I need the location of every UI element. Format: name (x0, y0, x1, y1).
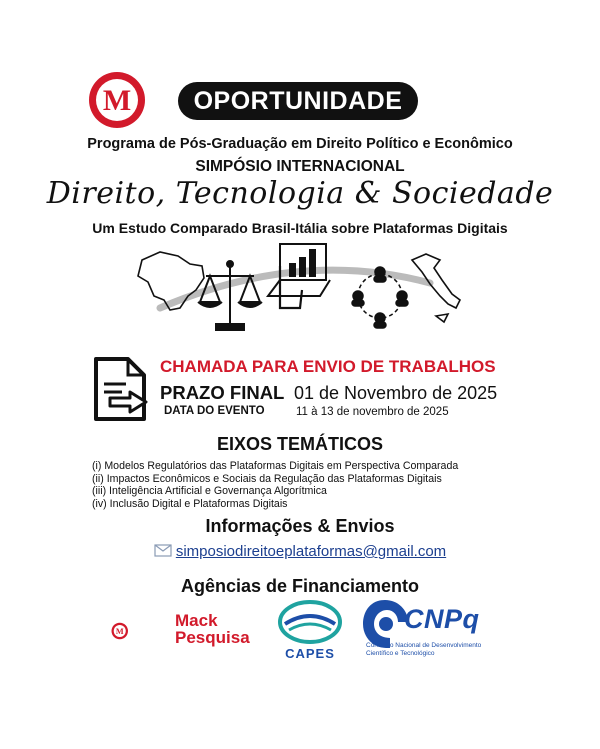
axis-item: (ii) Impactos Econômicos e Sociais da Regulação das Plataformas Digitais (92, 472, 442, 485)
italy-map-icon (412, 254, 460, 322)
event-date-label: DATA DO EVENTO (164, 405, 265, 417)
mackenzie-logo-icon (87, 70, 147, 130)
opportunity-badge: OPORTUNIDADE (178, 82, 418, 120)
justice-scales-icon (198, 261, 262, 330)
thematic-axes-title: EIXOS TEMÁTICOS (216, 434, 384, 454)
funding-title: Agências de Financiamento (180, 576, 420, 596)
deadline-label: PRAZO FINAL (160, 382, 285, 403)
event-date-value: 11 à 13 de novembro de 2025 (296, 406, 449, 418)
info-title: Informações & Envios (205, 516, 395, 536)
thematic-axes-list (92, 460, 458, 510)
envelope-icon (154, 544, 172, 557)
capes-label: CAPES (285, 646, 335, 661)
mack-pesquisa-label: Mack Pesquisa (175, 611, 250, 647)
cnpq-label: CNPq (404, 604, 480, 634)
svg-text:M: M (102, 84, 132, 117)
axis-item: (iii) Inteligência Artificial e Governança Algorítmica (92, 485, 327, 497)
axis-item: (iv) Inclusão Digital e Plataformas Digitais (92, 497, 288, 510)
cnpq-full-name: Conselho Nacional de Desenvolvimento Científico e Tecnológico (366, 642, 482, 657)
axis-item: (i) Modelos Regulatórios das Plataformas Digitais em Perspectiva Comparada (92, 460, 459, 472)
event-title: Direito, Tecnologia & Sociedade (46, 176, 554, 211)
program-name: Programa de Pós-Graduação em Direito Político e Econômico (87, 136, 513, 152)
svg-text:M: M (115, 627, 124, 636)
mack-pesquisa-logo-icon (110, 606, 170, 656)
call-for-papers-heading: CHAMADA PARA ENVIO DE TRABALHOS (160, 357, 496, 376)
email-link[interactable]: simposiodireitoeplataformas@gmail.com (175, 543, 447, 560)
event-subtitle: Um Estudo Comparado Brasil-Itália sobre Plataformas Digitais (92, 220, 508, 236)
symposium-label: SIMPÓSIO INTERNACIONAL (195, 158, 405, 175)
theme-illustration (130, 238, 470, 338)
deadline-value: 01 de Novembro de 2025 (294, 383, 498, 403)
document-arrow-icon (92, 356, 150, 422)
email-row (0, 543, 600, 560)
